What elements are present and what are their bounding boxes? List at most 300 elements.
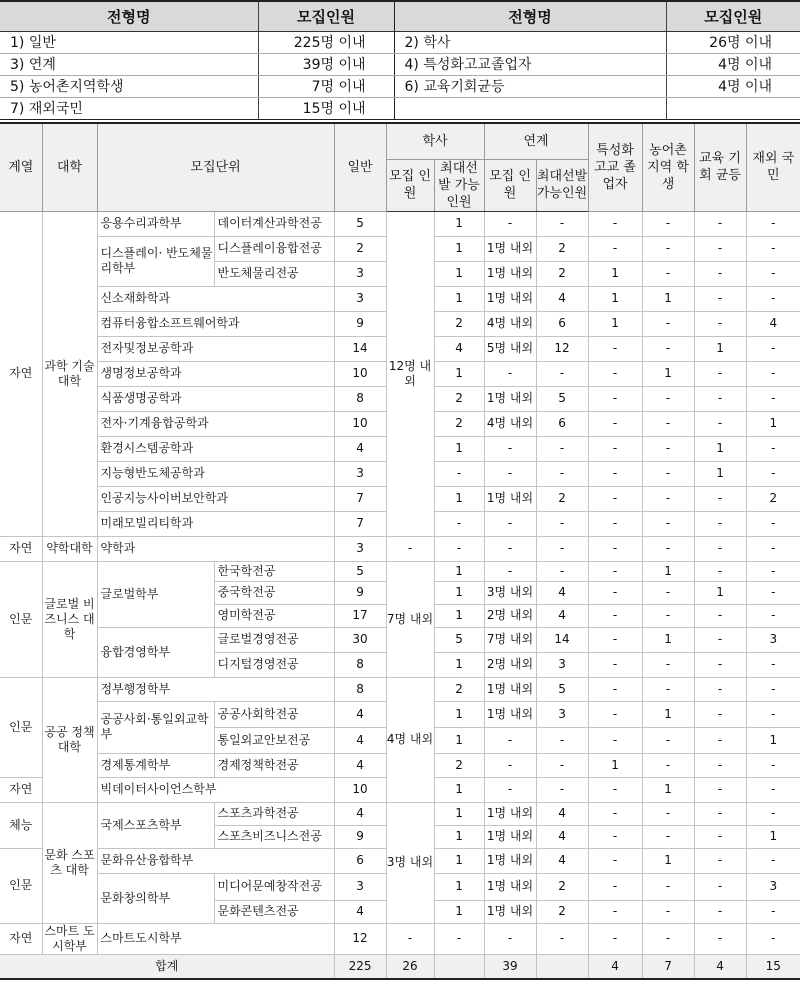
vocational-count: - <box>588 627 642 652</box>
linked-max-count: 2 <box>536 261 588 286</box>
overseas-count: - <box>746 211 800 236</box>
linked-recruit-count: 1명 내외 <box>484 677 536 701</box>
linked-max-count: 3 <box>536 652 588 677</box>
linked-recruit-count: - <box>484 753 536 777</box>
general-count: 30 <box>334 627 386 652</box>
dept-cell: 경제통계학부 <box>97 753 214 777</box>
linked-max-count: 4 <box>536 825 588 848</box>
linked-recruit-count: 7명 내외 <box>484 627 536 652</box>
rural-count: - <box>642 486 694 511</box>
major-cell: 반도체물리전공 <box>214 261 334 286</box>
rural-count: 1 <box>642 286 694 311</box>
equal-opportunity-count: - <box>694 677 746 701</box>
linked-recruit-count: 1명 내외 <box>484 236 536 261</box>
linked-max-count: 5 <box>536 386 588 411</box>
linked-recruit-count: 1명 내외 <box>484 873 536 900</box>
total-linked: 39 <box>484 954 536 979</box>
diagonal-cell <box>536 954 588 979</box>
summary-row <box>0 97 800 119</box>
equal-opportunity-count: 1 <box>694 436 746 461</box>
rural-count: - <box>642 386 694 411</box>
linked-max-count: 2 <box>536 486 588 511</box>
linked-recruit-count: 1명 내외 <box>484 486 536 511</box>
summary-name: 4) 특성화고교졸업자 <box>394 53 666 75</box>
unit-cell: 빅데이터사이언스학부 <box>97 777 334 802</box>
rural-count: - <box>642 727 694 753</box>
equal-opportunity-count: - <box>694 604 746 627</box>
table-row <box>0 536 800 561</box>
bachelor-max-count: 2 <box>434 411 484 436</box>
summary-count: 4명 이내 <box>666 53 800 75</box>
general-count: 9 <box>334 825 386 848</box>
overseas-count: - <box>746 561 800 581</box>
bachelor-max-count: - <box>434 461 484 486</box>
header-bachelor: 학사 <box>386 123 484 159</box>
bachelor-max-count: 1 <box>434 848 484 873</box>
equal-opportunity-count: - <box>694 848 746 873</box>
summary-count: 39명 이내 <box>258 53 394 75</box>
header-field: 계열 <box>0 123 42 211</box>
total-label: 합계 <box>0 954 334 979</box>
college-cell: 글로벌 비즈니스 대학 <box>42 561 97 677</box>
header-equal: 교육 기회 균등 <box>694 123 746 211</box>
general-count: 9 <box>334 581 386 604</box>
dept-cell: 국제스포츠학부 <box>97 802 214 848</box>
equal-opportunity-count: - <box>694 727 746 753</box>
overseas-count: 3 <box>746 627 800 652</box>
general-count: 8 <box>334 652 386 677</box>
college-cell: 공공 정책 대학 <box>42 677 97 802</box>
overseas-count: - <box>746 802 800 825</box>
summary-name <box>394 97 666 119</box>
equal-opportunity-count: - <box>694 777 746 802</box>
linked-recruit-count: - <box>484 211 536 236</box>
overseas-count: - <box>746 386 800 411</box>
equal-opportunity-count: - <box>694 701 746 727</box>
linked-max-count: 4 <box>536 581 588 604</box>
table-row <box>0 561 800 581</box>
dept-cell: 공공사회·통일외교학부 <box>97 701 214 753</box>
header-bachelor-max: 최대선발 가능인원 <box>434 159 484 211</box>
general-count: 4 <box>334 727 386 753</box>
linked-recruit-count: - <box>484 536 536 561</box>
linked-recruit-count: - <box>484 361 536 386</box>
bachelor-max-count: 1 <box>434 236 484 261</box>
vocational-count: - <box>588 461 642 486</box>
summary-name: 7) 재외국민 <box>0 97 258 119</box>
bachelor-max-count: 1 <box>434 211 484 236</box>
rural-count: - <box>642 604 694 627</box>
total-row <box>0 954 800 979</box>
overseas-count: 2 <box>746 486 800 511</box>
header-linked: 연계 <box>484 123 588 159</box>
header-linked-max: 최대선발 가능인원 <box>536 159 588 211</box>
linked-recruit-count: 1명 내외 <box>484 701 536 727</box>
major-cell: 스포츠과학전공 <box>214 802 334 825</box>
rural-count: - <box>642 923 694 954</box>
equal-opportunity-count: - <box>694 486 746 511</box>
linked-max-count: - <box>536 727 588 753</box>
major-cell: 영미학전공 <box>214 604 334 627</box>
vocational-count: - <box>588 511 642 536</box>
general-count: 2 <box>334 236 386 261</box>
vocational-count: - <box>588 536 642 561</box>
vocational-count: - <box>588 386 642 411</box>
linked-max-count: - <box>536 436 588 461</box>
equal-opportunity-count: - <box>694 825 746 848</box>
vocational-count: - <box>588 802 642 825</box>
linked-recruit-count: - <box>484 511 536 536</box>
unit-cell: 신소재화학과 <box>97 286 334 311</box>
summary-name: 2) 학사 <box>394 31 666 53</box>
rural-count: 1 <box>642 848 694 873</box>
unit-cell: 미래모빌리티학과 <box>97 511 334 536</box>
field-cell: 자연 <box>0 536 42 561</box>
general-count: 5 <box>334 211 386 236</box>
equal-opportunity-count: - <box>694 511 746 536</box>
college-cell: 과학 기술 대학 <box>42 211 97 536</box>
field-cell: 인문 <box>0 677 42 777</box>
linked-recruit-count: 1명 내외 <box>484 261 536 286</box>
summary-name: 1) 일반 <box>0 31 258 53</box>
linked-max-count: 6 <box>536 311 588 336</box>
vocational-count: - <box>588 581 642 604</box>
college-cell: 문화 스포츠 대학 <box>42 802 97 923</box>
general-count: 3 <box>334 461 386 486</box>
overseas-count: - <box>746 900 800 923</box>
field-cell: 자연 <box>0 923 42 954</box>
vocational-count: - <box>588 361 642 386</box>
summary-row <box>0 31 800 53</box>
unit-cell: 전자및정보공학과 <box>97 336 334 361</box>
unit-cell: 정부행정학부 <box>97 677 334 701</box>
linked-max-count: 12 <box>536 336 588 361</box>
bachelor-max-count: 1 <box>434 727 484 753</box>
bachelor-max-count: 2 <box>434 311 484 336</box>
major-cell: 경제정책학전공 <box>214 753 334 777</box>
equal-opportunity-count: - <box>694 873 746 900</box>
header-college: 대학 <box>42 123 97 211</box>
diagonal-cell <box>434 954 484 979</box>
vocational-count: - <box>588 701 642 727</box>
linked-max-count: 2 <box>536 873 588 900</box>
linked-recruit-count: 4명 내외 <box>484 411 536 436</box>
vocational-count: 1 <box>588 286 642 311</box>
unit-cell: 인공지능사이버보안학과 <box>97 486 334 511</box>
bachelor-recruit-cell: 12명 내외 <box>386 211 434 536</box>
vocational-count: - <box>588 923 642 954</box>
major-cell: 디지털경영전공 <box>214 652 334 677</box>
vocational-count: - <box>588 436 642 461</box>
summary-count: 225명 이내 <box>258 31 394 53</box>
bachelor-max-count: 1 <box>434 652 484 677</box>
dept-cell: 문화창의학부 <box>97 873 214 923</box>
overseas-count: 1 <box>746 825 800 848</box>
overseas-count: - <box>746 536 800 561</box>
overseas-count: - <box>746 848 800 873</box>
bachelor-max-count: - <box>434 923 484 954</box>
bachelor-max-count: 5 <box>434 627 484 652</box>
general-count: 3 <box>334 286 386 311</box>
rural-count: - <box>642 211 694 236</box>
linked-recruit-count: 1명 내외 <box>484 825 536 848</box>
overseas-count: 1 <box>746 727 800 753</box>
rural-count: 1 <box>642 561 694 581</box>
linked-recruit-count: - <box>484 436 536 461</box>
equal-opportunity-count: - <box>694 802 746 825</box>
admission-summary-table <box>0 0 800 120</box>
equal-opportunity-count: - <box>694 536 746 561</box>
linked-max-count: 4 <box>536 286 588 311</box>
summary-name: 6) 교육기회균등 <box>394 75 666 97</box>
linked-recruit-count: - <box>484 923 536 954</box>
bachelor-recruit-cell: 3명 내외 <box>386 802 434 923</box>
table-body <box>0 211 800 979</box>
linked-max-count: - <box>536 923 588 954</box>
linked-max-count: 4 <box>536 604 588 627</box>
total-overseas: 15 <box>746 954 800 979</box>
rural-count: 1 <box>642 701 694 727</box>
linked-max-count: - <box>536 561 588 581</box>
rural-count: - <box>642 236 694 261</box>
linked-max-count: 3 <box>536 701 588 727</box>
linked-max-count: - <box>536 461 588 486</box>
vocational-count: - <box>588 873 642 900</box>
bachelor-max-count: 1 <box>434 777 484 802</box>
summary-header-count: 모집인원 <box>258 1 394 31</box>
overseas-count: - <box>746 581 800 604</box>
equal-opportunity-count: - <box>694 211 746 236</box>
linked-recruit-count: 1명 내외 <box>484 802 536 825</box>
general-count: 8 <box>334 677 386 701</box>
rural-count: - <box>642 311 694 336</box>
rural-count: - <box>642 436 694 461</box>
vocational-count: - <box>588 652 642 677</box>
linked-max-count: 4 <box>536 848 588 873</box>
summary-header-row <box>0 1 800 31</box>
general-count: 10 <box>334 361 386 386</box>
linked-max-count: - <box>536 536 588 561</box>
summary-name: 5) 농어촌지역학생 <box>0 75 258 97</box>
general-count: 12 <box>334 923 386 954</box>
unit-cell: 식품생명공학과 <box>97 386 334 411</box>
overseas-count: - <box>746 236 800 261</box>
vocational-count: 1 <box>588 311 642 336</box>
major-cell: 공공사회학전공 <box>214 701 334 727</box>
table-row <box>0 677 800 701</box>
major-cell: 문화콘텐츠전공 <box>214 900 334 923</box>
bachelor-max-count: 1 <box>434 286 484 311</box>
general-count: 4 <box>334 900 386 923</box>
dept-cell: 디스플레이· 반도체물리학부 <box>97 236 214 286</box>
linked-max-count: 4 <box>536 802 588 825</box>
general-count: 4 <box>334 436 386 461</box>
major-cell: 스포츠비즈니스전공 <box>214 825 334 848</box>
rural-count: 1 <box>642 361 694 386</box>
vocational-count: - <box>588 777 642 802</box>
unit-cell: 환경시스템공학과 <box>97 436 334 461</box>
vocational-count: - <box>588 486 642 511</box>
bachelor-max-count: - <box>434 536 484 561</box>
rural-count: - <box>642 652 694 677</box>
major-cell: 글로벌경영전공 <box>214 627 334 652</box>
equal-opportunity-count: - <box>694 411 746 436</box>
linked-recruit-count: 4명 내외 <box>484 311 536 336</box>
bachelor-recruit-cell: 7명 내외 <box>386 561 434 677</box>
bachelor-max-count: 4 <box>434 336 484 361</box>
field-cell: 자연 <box>0 777 42 802</box>
rural-count: 1 <box>642 777 694 802</box>
bachelor-max-count: 1 <box>434 873 484 900</box>
overseas-count: 4 <box>746 311 800 336</box>
linked-recruit-count: - <box>484 727 536 753</box>
general-count: 3 <box>334 536 386 561</box>
bachelor-max-count: 1 <box>434 486 484 511</box>
bachelor-max-count: 1 <box>434 581 484 604</box>
bachelor-max-count: 1 <box>434 825 484 848</box>
linked-recruit-count: 2명 내외 <box>484 652 536 677</box>
unit-cell: 컴퓨터융합소프트웨어학과 <box>97 311 334 336</box>
bachelor-recruit-cell: - <box>386 923 434 954</box>
bachelor-max-count: 1 <box>434 361 484 386</box>
vocational-count: - <box>588 211 642 236</box>
vocational-count: - <box>588 236 642 261</box>
vocational-count: - <box>588 848 642 873</box>
summary-header-name: 전형명 <box>0 1 258 31</box>
overseas-count: - <box>746 286 800 311</box>
vocational-count: - <box>588 604 642 627</box>
summary-name: 3) 연계 <box>0 53 258 75</box>
vocational-count: 1 <box>588 753 642 777</box>
vocational-count: 1 <box>588 261 642 286</box>
bachelor-max-count: 2 <box>434 386 484 411</box>
linked-max-count: 2 <box>536 236 588 261</box>
linked-max-count: - <box>536 361 588 386</box>
general-count: 10 <box>334 411 386 436</box>
general-count: 8 <box>334 386 386 411</box>
summary-count: 26명 이내 <box>666 31 800 53</box>
general-count: 3 <box>334 873 386 900</box>
linked-recruit-count: 1명 내외 <box>484 900 536 923</box>
vocational-count: - <box>588 677 642 701</box>
overseas-count: 1 <box>746 411 800 436</box>
linked-max-count: 2 <box>536 900 588 923</box>
dept-cell: 응용수리과학부 <box>97 211 214 236</box>
vocational-count: - <box>588 411 642 436</box>
rural-count: - <box>642 900 694 923</box>
dept-cell: 글로벌학부 <box>97 561 214 627</box>
unit-cell: 생명정보공학과 <box>97 361 334 386</box>
overseas-count: - <box>746 436 800 461</box>
rural-count: - <box>642 753 694 777</box>
vocational-count: - <box>588 900 642 923</box>
major-cell: 미디어문예창작전공 <box>214 873 334 900</box>
equal-opportunity-count: 1 <box>694 581 746 604</box>
overseas-count: - <box>746 511 800 536</box>
rural-count: - <box>642 511 694 536</box>
header-bachelor-recruit: 모집 인원 <box>386 159 434 211</box>
rural-count: - <box>642 825 694 848</box>
vocational-count: - <box>588 561 642 581</box>
rural-count: - <box>642 461 694 486</box>
total-vocational: 4 <box>588 954 642 979</box>
major-cell: 통일외교안보전공 <box>214 727 334 753</box>
overseas-count: - <box>746 261 800 286</box>
rural-count: 1 <box>642 627 694 652</box>
overseas-count: - <box>746 753 800 777</box>
major-cell: 한국학전공 <box>214 561 334 581</box>
linked-max-count: - <box>536 777 588 802</box>
header-linked-recruit: 모집 인원 <box>484 159 536 211</box>
unit-cell: 스마트도시학부 <box>97 923 334 954</box>
linked-recruit-count: 5명 내외 <box>484 336 536 361</box>
table-row <box>0 923 800 954</box>
bachelor-max-count: 1 <box>434 436 484 461</box>
summary-count: 7명 이내 <box>258 75 394 97</box>
rural-count: - <box>642 411 694 436</box>
general-count: 17 <box>334 604 386 627</box>
overseas-count: - <box>746 461 800 486</box>
equal-opportunity-count: - <box>694 236 746 261</box>
linked-recruit-count: 1명 내외 <box>484 848 536 873</box>
general-count: 14 <box>334 336 386 361</box>
equal-opportunity-count: - <box>694 261 746 286</box>
linked-max-count: 5 <box>536 677 588 701</box>
bachelor-max-count: 1 <box>434 604 484 627</box>
total-bachelor: 26 <box>386 954 434 979</box>
unit-cell: 지능형반도체공학과 <box>97 461 334 486</box>
bachelor-max-count: 2 <box>434 677 484 701</box>
unit-cell: 문화유산융합학부 <box>97 848 334 873</box>
equal-opportunity-count: 1 <box>694 336 746 361</box>
header-unit: 모집단위 <box>97 123 334 211</box>
general-count: 7 <box>334 486 386 511</box>
rural-count: - <box>642 336 694 361</box>
overseas-count: - <box>746 361 800 386</box>
vocational-count: - <box>588 727 642 753</box>
linked-recruit-count: 3명 내외 <box>484 581 536 604</box>
equal-opportunity-count: - <box>694 923 746 954</box>
linked-recruit-count: 1명 내외 <box>484 386 536 411</box>
linked-recruit-count: 2명 내외 <box>484 604 536 627</box>
general-count: 9 <box>334 311 386 336</box>
header-rural: 농어촌 지역 학생 <box>642 123 694 211</box>
equal-opportunity-count: - <box>694 652 746 677</box>
bachelor-max-count: 1 <box>434 701 484 727</box>
summary-row <box>0 53 800 75</box>
summary-count <box>666 97 800 119</box>
general-count: 6 <box>334 848 386 873</box>
major-cell: 중국학전공 <box>214 581 334 604</box>
rural-count: - <box>642 677 694 701</box>
general-count: 4 <box>334 802 386 825</box>
total-rural: 7 <box>642 954 694 979</box>
rural-count: - <box>642 802 694 825</box>
header-overseas: 재외 국민 <box>746 123 800 211</box>
header-row-1 <box>0 123 800 159</box>
major-cell: 디스플레이융합전공 <box>214 236 334 261</box>
bachelor-max-count: 1 <box>434 261 484 286</box>
overseas-count: - <box>746 652 800 677</box>
overseas-count: - <box>746 604 800 627</box>
unit-cell: 전자·기계융합공학과 <box>97 411 334 436</box>
equal-opportunity-count: - <box>694 361 746 386</box>
vocational-count: - <box>588 825 642 848</box>
major-cell: 데이터계산과학전공 <box>214 211 334 236</box>
total-general: 225 <box>334 954 386 979</box>
linked-recruit-count: - <box>484 561 536 581</box>
field-cell: 체능 <box>0 802 42 848</box>
